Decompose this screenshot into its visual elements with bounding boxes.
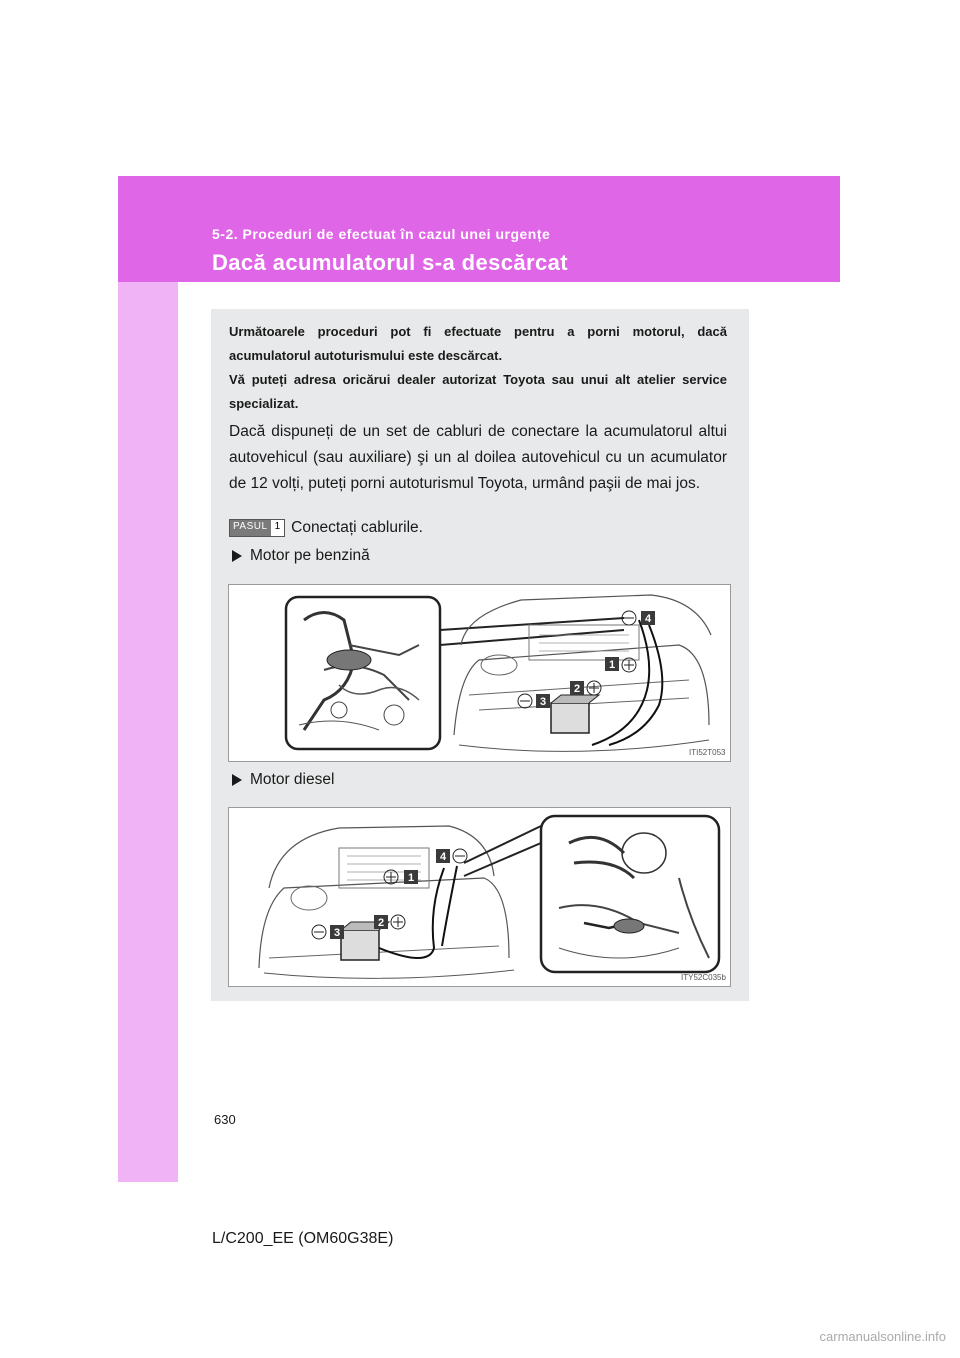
- intro-note: [229, 320, 727, 416]
- svg-text:4: 4: [645, 613, 652, 625]
- engine-illustration: [229, 585, 730, 761]
- figure-diesel-engine: [228, 807, 731, 987]
- figure-code: ITI52T053: [689, 748, 726, 757]
- figure-heading-petrol: [232, 547, 370, 565]
- watermark: carmanualsonline.info: [819, 1329, 946, 1344]
- svg-text:2: 2: [574, 683, 581, 695]
- marker-2: [374, 915, 388, 929]
- step-text: Conectați cablurile.: [291, 519, 423, 536]
- marker-2: [570, 681, 584, 695]
- triangle-arrow-icon: [232, 550, 242, 562]
- figure-heading-text: Motor diesel: [250, 771, 335, 788]
- side-tab: [118, 176, 178, 1182]
- section-label: 5-2. Proceduri de efectuat în cazul unei urgențe: [212, 226, 551, 242]
- figure-petrol-engine: [228, 584, 731, 762]
- page-number: 630: [214, 1112, 236, 1127]
- marker-4: [436, 849, 450, 863]
- triangle-arrow-icon: [232, 774, 242, 786]
- svg-text:3: 3: [334, 927, 341, 939]
- page-title: Dacă acumulatorul s-a descărcat: [212, 250, 568, 275]
- step-label: PASUL: [230, 520, 271, 536]
- figure-heading-diesel: [232, 771, 334, 789]
- intro-line: Vă puteți adresa oricărui dealer autorizat Toyota sau unui alt atelier service specializat.: [229, 372, 727, 411]
- svg-text:1: 1: [609, 659, 616, 671]
- svg-text:4: 4: [440, 851, 447, 863]
- marker-1: [605, 657, 619, 671]
- marker-3: [330, 925, 344, 939]
- body-paragraph: Dacă dispuneți de un set de cabluri de conectare la acumulatorul altui autovehicul (sau auxiliare) şi un al doilea autovehicul cu un acumulator de 12 volți, puteți porni autoturismul Toyota, urmând paşii de mai jos.: [229, 423, 727, 492]
- marker-1: [404, 870, 418, 884]
- step-badge: [229, 519, 285, 537]
- marker-4: [641, 611, 655, 625]
- svg-text:1: 1: [408, 872, 415, 884]
- svg-text:2: 2: [378, 917, 385, 929]
- figure-code: ITY52C035b: [681, 973, 726, 982]
- step-number: 1: [271, 520, 285, 536]
- figure-heading-text: Motor pe benzină: [250, 547, 370, 564]
- engine-illustration: [229, 808, 730, 986]
- intro-line: Următoarele proceduri pot fi efectuate pentru a porni motorul, dacă acumulatorul autoturismului este descărcat.: [229, 324, 727, 363]
- step-1: [229, 519, 423, 537]
- svg-text:3: 3: [540, 696, 547, 708]
- marker-3: [536, 694, 550, 708]
- document-code: L/C200_EE (OM60G38E): [212, 1230, 394, 1247]
